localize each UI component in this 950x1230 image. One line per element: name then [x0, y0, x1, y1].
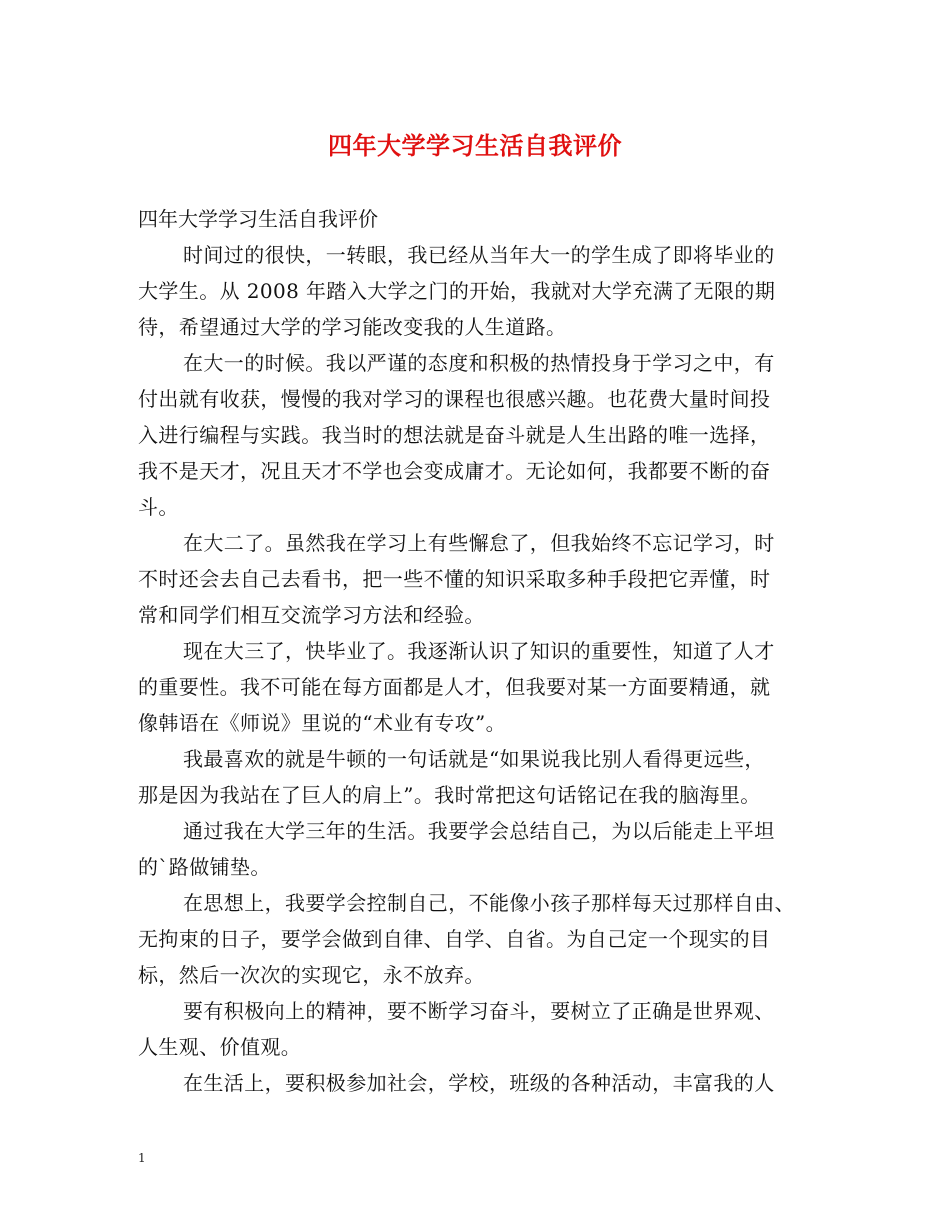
page-number: 1 — [138, 1151, 146, 1165]
text-line: 通过我在大学三年的生活。我要学会总结自己，为以后能走上平坦 — [183, 819, 775, 843]
document-title: 四年大学学习生活自我评价 — [328, 131, 622, 160]
text-line: 我最喜欢的就是牛顿的一句话就是“如果说我比别人看得更远些， — [183, 747, 765, 771]
text-line: 在大二了。虽然我在学习上有些懈怠了，但我始终不忘记学习，时 — [183, 531, 775, 555]
text-line: 要有积极向上的精神，要不断学习奋斗，要树立了正确是世界观、 — [183, 999, 775, 1023]
text-line: 付出就有收获，慢慢的我对学习的课程也很感兴趣。也花费大量时间投 — [138, 387, 771, 411]
text-line: 时间过的很快，一转眼，我已经从当年大一的学生成了即将毕业的 — [183, 243, 775, 267]
text-line: 待，希望通过大学的学习能改变我的人生道路。 — [138, 315, 567, 339]
text-line: 无拘束的日子，要学会做到自律、自学、自省。为自己定一个现实的目 — [138, 927, 771, 951]
document-subtitle: 四年大学学习生活自我评价 — [138, 207, 378, 231]
text-line: 人生观、价值观。 — [138, 1035, 302, 1059]
text-line: 的`路做铺垫。 — [138, 855, 271, 879]
text-line: 入进行编程与实践。我当时的想法就是奋斗就是人生出路的唯一选择， — [138, 423, 771, 447]
text-line: 不时还会去自己去看书，把一些不懂的知识采取多种手段把它弄懂，时 — [138, 567, 771, 591]
text-line: 斗。 — [138, 495, 179, 519]
text-line: 标，然后一次次的实现它，永不放弃。 — [138, 963, 485, 987]
text-line: 那是因为我站在了巨人的肩上”。我时常把这句话铭记在我的脑海里。 — [138, 783, 761, 807]
text-line: 在生活上，要积极参加社会，学校，班级的各种活动，丰富我的人 — [183, 1071, 775, 1095]
text-line: 在大一的时候。我以严谨的态度和积极的热情投身于学习之中，有 — [183, 351, 775, 375]
text-line: 的重要性。我不可能在每方面都是人才，但我要对某一方面要精通，就 — [138, 675, 771, 699]
text-line: 常和同学们相互交流学习方法和经验。 — [138, 603, 485, 627]
text-line: 在思想上，我要学会控制自己，不能像小孩子那样每天过那样自由、 — [183, 891, 795, 915]
text-line: 像韩语在《师说》里说的“术业有专攻”。 — [138, 711, 507, 735]
text-line: 我不是天才，况且天才不学也会变成庸才。无论如何，我都要不断的奋 — [138, 459, 771, 483]
text-line: 现在大三了，快毕业了。我逐渐认识了知识的重要性，知道了人才 — [183, 639, 775, 663]
text-line: 大学生。从 2008 年踏入大学之门的开始，我就对大学充满了无限的期 — [138, 279, 776, 303]
